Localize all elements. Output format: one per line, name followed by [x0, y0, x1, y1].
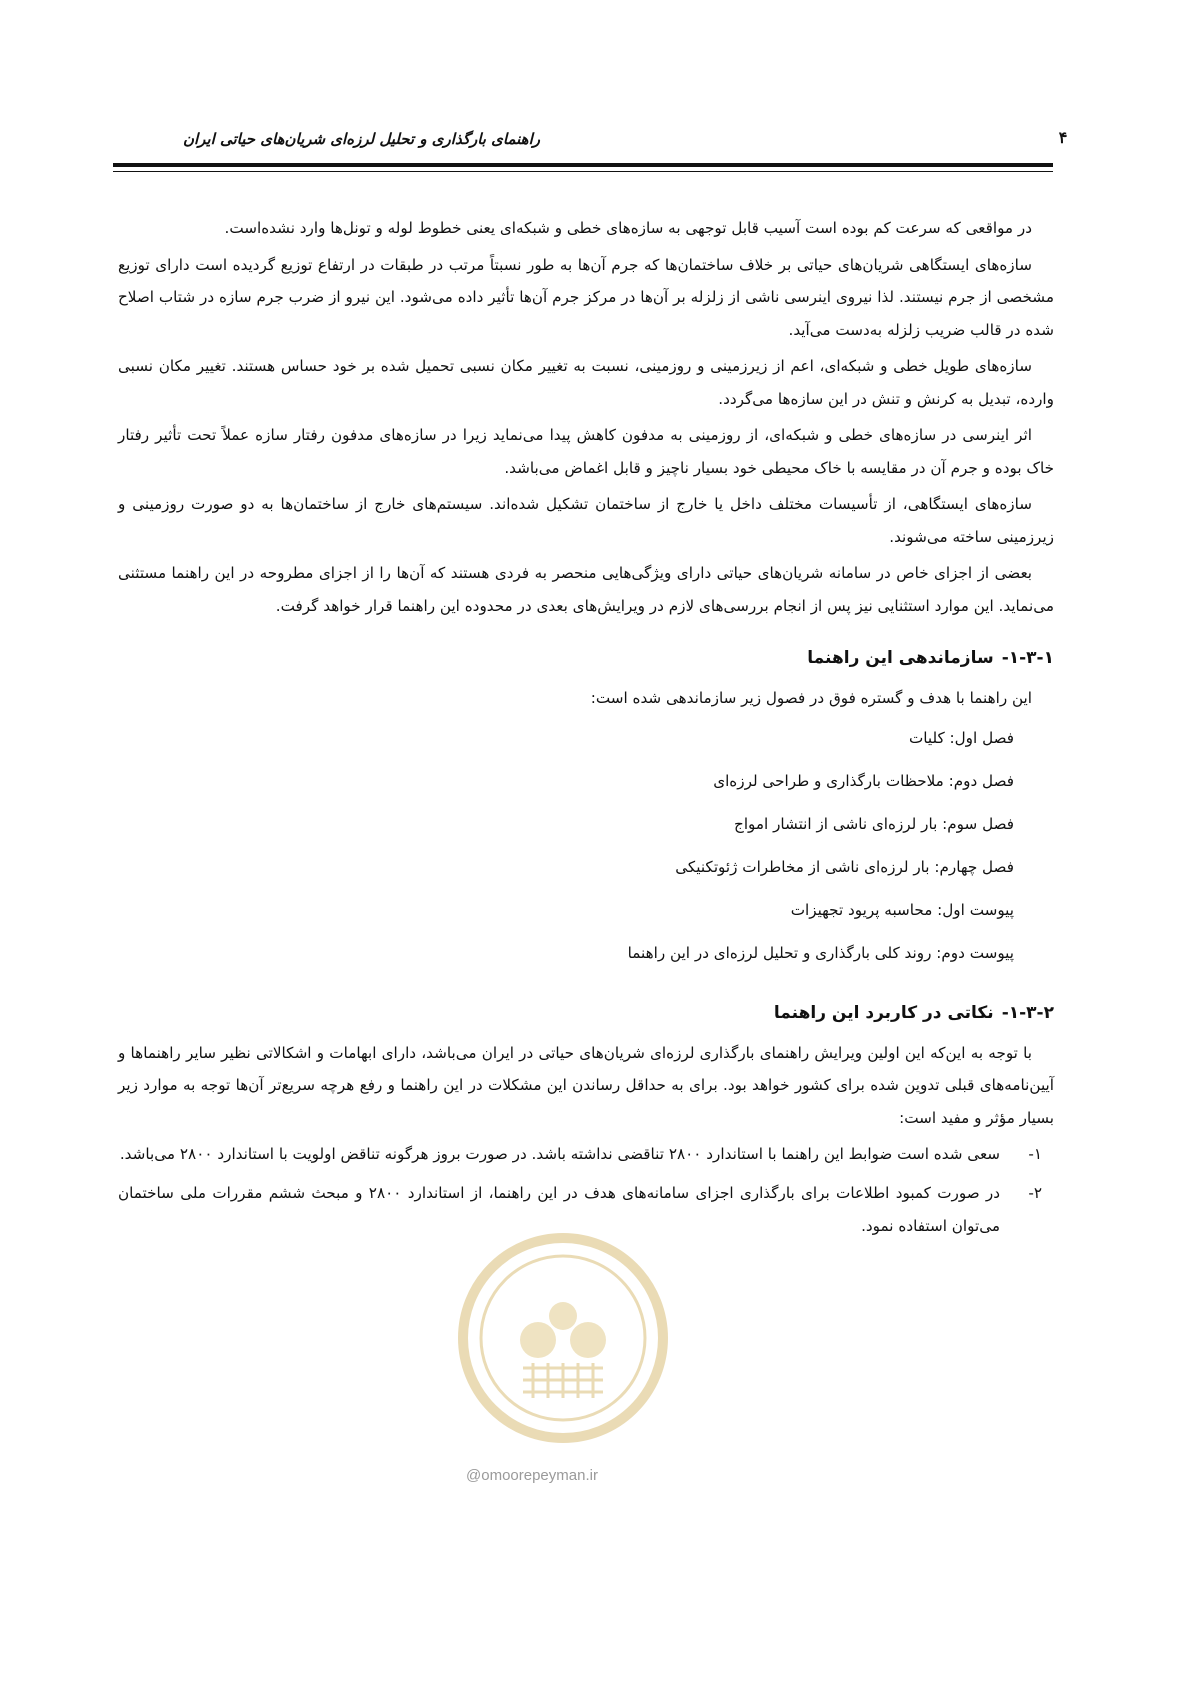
section-intro: این راهنما با هدف و گستره فوق در فصول زیر سازماندهی شده است: — [590, 689, 1032, 707]
section-heading-organization — [118, 642, 1054, 674]
page-body — [118, 212, 1054, 1249]
body-paragraph: در مواقعی که سرعت کم بوده است آسیب قابل توجهی به سازه‌های خطی و شبکه‌ای یعنی خطوط لوله و تونل‌ها وارد نشده‌است. — [224, 219, 1032, 237]
section-title: سازماندهی این راهنما — [807, 648, 994, 668]
watermark-url: @omoorepeyman.ir — [466, 1467, 598, 1484]
section-heading-usage-notes — [118, 997, 1054, 1029]
chapter-list-item: فصل دوم: ملاحظات بارگذاری و طراحی لرزه‌ای — [713, 771, 1014, 790]
list-text: در صورت کمبود اطلاعات برای بارگذاری اجزای سامانه‌های هدف در این راهنما، از استاندارد ۲۸۰۰ و مبحث ششم مقررات ملی ساختمان می‌توان استفاده نمود. — [118, 1184, 1001, 1235]
section-number: ۱-۳-۱- — [1001, 648, 1054, 668]
chapter-list-item: پیوست اول: محاسبه پریود تجهیزات — [790, 900, 1014, 919]
notes-list — [118, 1138, 1054, 1243]
header-rule-thin — [113, 171, 1053, 172]
chapter-list-item: فصل سوم: بار لرزه‌ای ناشی از انتشار امواج — [734, 814, 1014, 833]
body-paragraph: بعضی از اجزای خاص در سامانه شریان‌های حیاتی دارای ویژگی‌هایی منحصر به فردی هستند که آن‌ها را از اجزای مطروحه در این راهنما مستثنی می‌نماید. این موارد استثنایی نیز پس از انجام بررسی‌های لازم در ویرایش‌های بعدی در محدوده این راهنما قرار خواهد گرفت. — [118, 564, 1054, 615]
running-header-title: راهنمای بارگذاری و تحلیل لرزه‌ای شریان‌های حیاتی ایران — [182, 130, 540, 148]
body-paragraph: اثر اینرسی در سازه‌های خطی و شبکه‌ای، از روزمینی به مدفون کاهش پیدا می‌نماید زیرا در سازه‌های مدفون رفتار سازه عملاً تحت تأثیر رفتار خاک بوده و جرم آن در مقایسه با خاک محیطی خود بسیار ناچیز و قابل اغماض می‌باشد. — [118, 426, 1054, 477]
header-rule-thick — [113, 163, 1053, 167]
body-paragraph: سازه‌های ایستگاهی شریان‌های حیاتی بر خلاف ساختمان‌ها که جرم آن‌ها به طور نسبتاً مرتب در طبقات در ارتفاع توزیع گردیده است دارای توزیع مشخصی از جرم نیستند. لذا نیروی اینرسی ناشی از زلزله بر آن‌ها در مرکز جرم آن‌ها تأثیر داده می‌شود. این نیرو از ضرب جرم سازه در شتاب اصلاح شده در قالب ضریب زلزله به‌دست می‌آید. — [118, 255, 1054, 339]
body-paragraph: سازه‌های ایستگاهی، از تأسیسات مختلف داخل یا خارج از ساختمان تشکیل شده‌اند. سیستم‌های خارج از ساختمان‌ها به دو صورت روزمینی و زیرزمینی ساخته می‌شوند. — [118, 495, 1054, 546]
chapter-list-item: فصل اول: کلیات — [908, 728, 1014, 747]
page-number: ۴ — [1058, 128, 1068, 147]
notes-list-item — [118, 1177, 1054, 1243]
notes-list-item — [118, 1138, 1054, 1171]
chapter-list — [118, 717, 1014, 975]
list-text: سعی شده است ضوابط این راهنما با استاندارد ۲۸۰۰ تناقضی نداشته باشد. در صورت بروز هرگونه تناقض اولویت با استاندارد ۲۸۰۰ می‌باشد. — [119, 1145, 1000, 1163]
list-number: ۱- — [1028, 1145, 1042, 1163]
chapter-list-item: فصل چهارم: بار لرزه‌ای ناشی از مخاطرات ژئوتکنیکی — [675, 857, 1014, 876]
watermark-seal — [453, 1228, 673, 1448]
body-paragraph: با توجه به این‌که این اولین ویرایش راهنمای بارگذاری لرزه‌ای شریان‌های حیاتی در ایران می‌باشد، دارای ابهامات و اشکالاتی نظیر سایر راهنماها و آیین‌نامه‌های قبلی تدوین شده برای کشور خواهد بود. برای به حداقل رساندن این مشکلات در این راهنما و رفع هرچه سریع‌تر آن‌ها توجه به موارد زیر بسیار مؤثر و مفید است: — [118, 1043, 1054, 1127]
section-number: ۱-۳-۲- — [1001, 1002, 1054, 1023]
section-title: نکاتی در کاربرد این راهنما — [773, 1002, 994, 1023]
body-paragraph: سازه‌های طویل خطی و شبکه‌ای، اعم از زیرزمینی و روزمینی، نسبت به تغییر مکان نسبی تحمیل شده بر خود حساس هستند. تغییر مکان نسبی وارده، تبدیل به کرنش و تنش در این سازه‌ها می‌گردد. — [118, 357, 1054, 408]
list-number: ۲- — [1028, 1184, 1042, 1202]
chapter-list-item: پیوست دوم: روند کلی بارگذاری و تحلیل لرزه‌ای در این راهنما — [627, 943, 1014, 962]
